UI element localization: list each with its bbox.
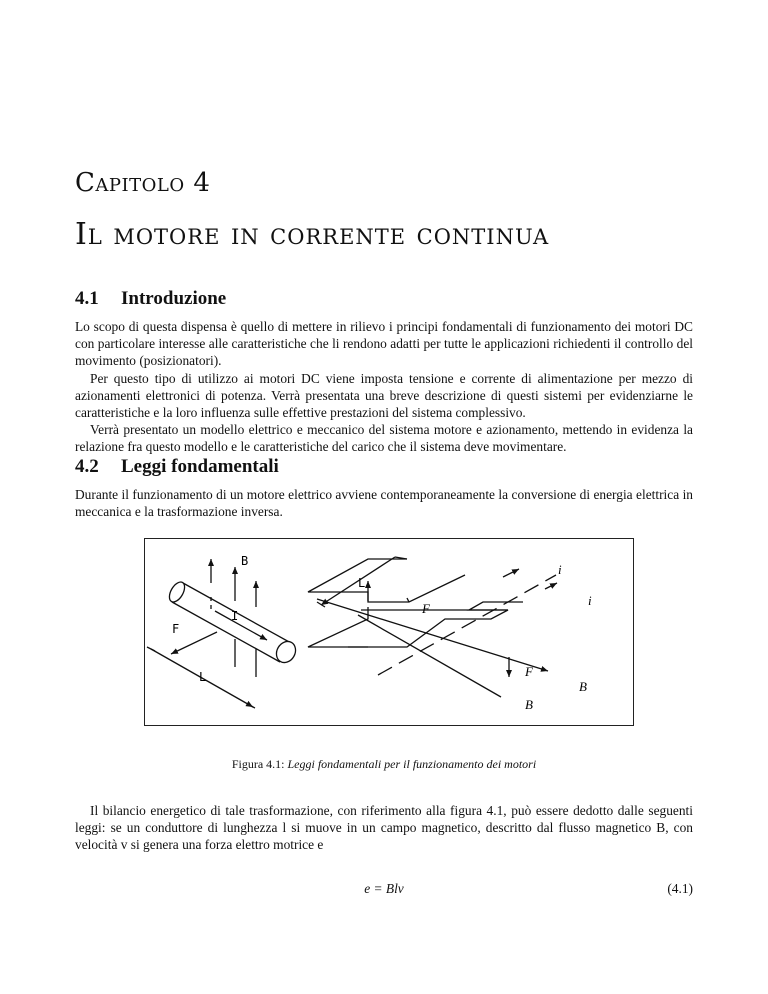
field-lines-dashed <box>361 575 556 675</box>
label-current-top: i <box>558 562 562 577</box>
laws-text <box>75 486 693 520</box>
caption-text: Leggi fondamentali per il funzionamento dei motori <box>287 757 537 771</box>
label-field-left: B <box>241 554 249 568</box>
label-field-right: B <box>579 679 587 694</box>
chapter-label: Capitolo 4 <box>75 168 211 198</box>
section-heading-laws <box>75 456 279 478</box>
section-number: 4.2 <box>75 456 99 477</box>
paragraph: Per questo tipo di utilizzo ai motori DC viene imposta tensione e corrente di alimentazione per mezzo di azionamenti elettronici di potenza. Verrà presentata una breve descrizione di questi sistemi per evidenziarne le caratteristiche e la loro influenza sulle effettive prestazioni del sistema complessivo. <box>75 370 693 421</box>
loop-outline <box>407 559 483 602</box>
intro-text <box>75 318 693 456</box>
label-field-bottom: B <box>525 697 533 712</box>
section-title: Leggi fondamentali <box>121 456 279 477</box>
figure-frame <box>144 538 634 726</box>
equation-number: (4.1) <box>667 881 693 896</box>
label-length-right: L <box>358 576 366 590</box>
section-title: Introduzione <box>121 288 227 309</box>
figure-caption <box>75 757 693 772</box>
label-force-left: F <box>172 622 180 636</box>
field-direction-line <box>358 615 501 697</box>
paragraph: Il bilancio energetico di tale trasformazione, con riferimento alla figura 4.1, può essere dedotto dalle seguenti leggi: se un conduttore di lunghezza l si muove in un campo magnetico, descritto dal flusso magnetico B, con velocità v si genera una forza elettro motrice e <box>75 803 693 853</box>
paragraph: Lo scopo di questa dispensa è quello di mettere in rilievo i principi fondamentali di funzionamento dei motori DC con particolare interesse alle caratteristiche che li rendono adatti per tutte le applicazioni richiedenti il controllo del movimento (posizionatori). <box>75 319 693 369</box>
chapter-title: Il motore in corrente continua <box>75 217 550 252</box>
paragraph: Verrà presentato un modello elettrico e meccanico del sistema motore e azionamento, mettendo in evidenza la relazione fra questo modello e le caratteristiche del carico che il sistema deve movimentare. <box>75 422 693 455</box>
paragraph: Durante il funzionamento di un motore elettrico avviene contemporaneamente la conversione di energia elettrica in meccanica e la trasformazione inversa. <box>75 487 693 520</box>
caption-prefix: Figura 4.1: <box>231 757 285 771</box>
label-current-rod: I <box>231 609 239 623</box>
label-current-right: i <box>588 593 592 608</box>
section-number: 4.1 <box>75 288 99 309</box>
body-after-figure <box>75 802 693 854</box>
label-length-left: L <box>199 670 207 684</box>
label-force-loop-top: F <box>422 601 430 616</box>
figure-diagram <box>145 539 633 725</box>
section-heading-intro <box>75 288 226 310</box>
length-dimension-right <box>317 557 395 607</box>
label-force-loop-bottom: F <box>525 664 533 679</box>
equation: e = Blv <box>364 881 404 896</box>
conductor-loop <box>308 557 523 647</box>
